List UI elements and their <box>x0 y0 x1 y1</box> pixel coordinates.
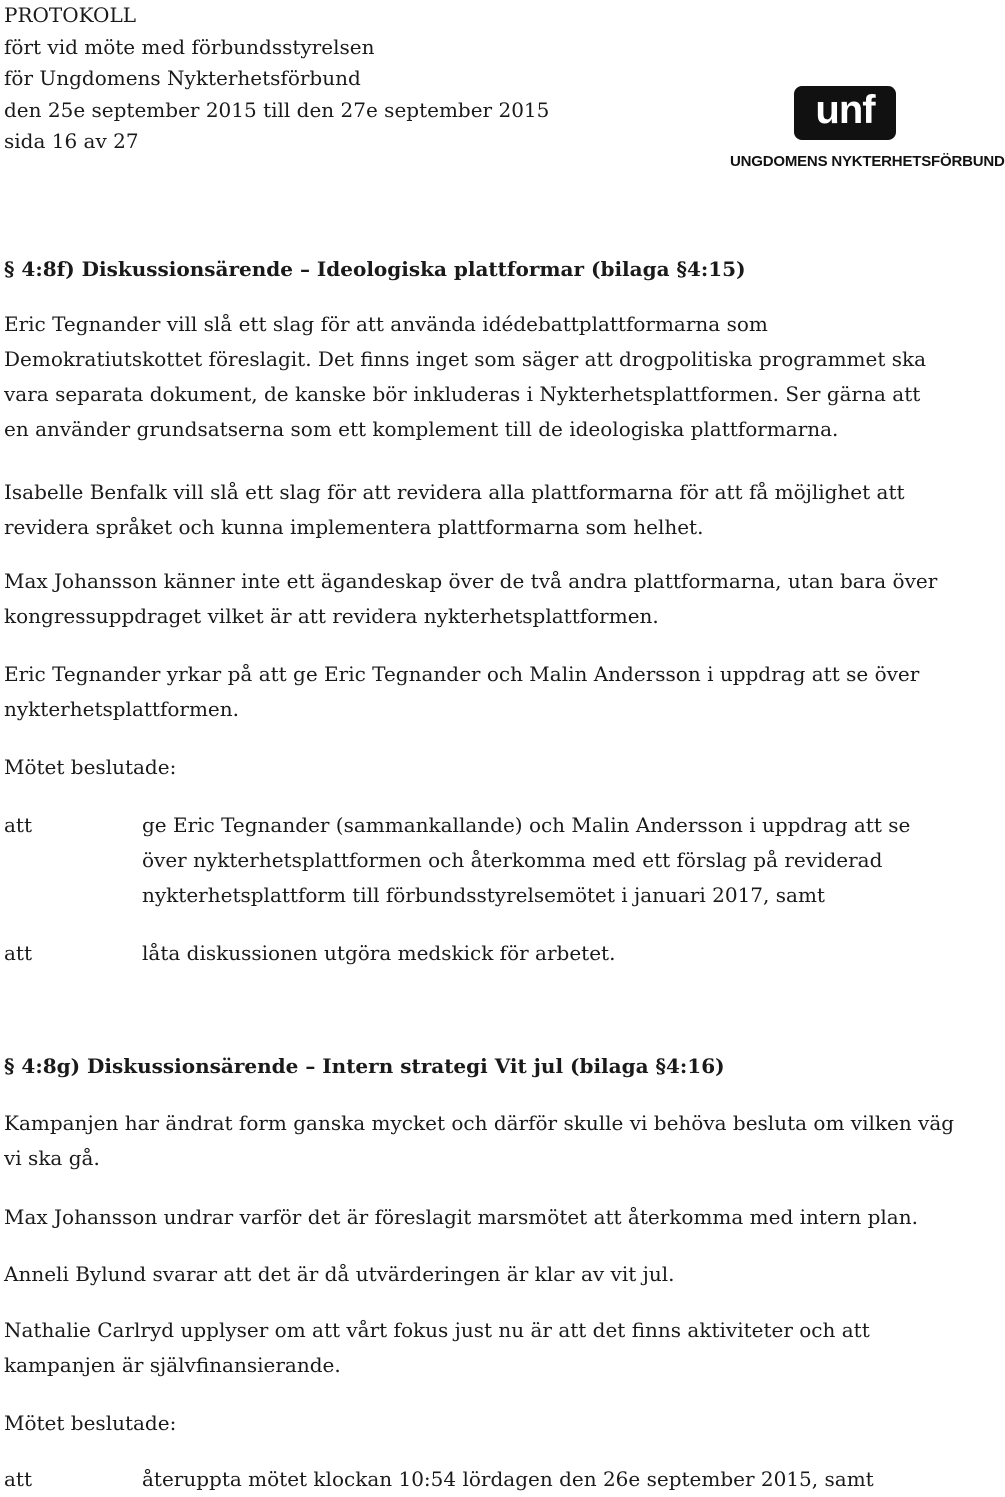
section-heading-4-8f: § 4:8f) Diskussionsärende – Ideologiska plattformar (bilaga §4:15) <box>4 257 746 281</box>
document-type: PROTOKOLL <box>4 3 137 27</box>
att-marker: att <box>4 1467 32 1491</box>
att-marker: att <box>4 813 32 837</box>
decision-text: låta diskussionen utgöra medskick för arbetet. <box>142 941 616 965</box>
section-heading-4-8g: § 4:8g) Diskussionsärende – Intern strategi Vit jul (bilaga §4:16) <box>4 1054 725 1078</box>
unf-logo-name: UNGDOMENS NYKTERHETSFÖRBUND <box>730 153 1005 170</box>
paragraph: Eric Tegnander yrkar på att ge Eric Tegnander och Malin Andersson i uppdrag att se över nykterhetsplattformen. <box>4 662 920 721</box>
meeting-description: fört vid möte med förbundsstyrelsen <box>4 34 375 59</box>
decision-label: Mötet beslutade: <box>4 1411 177 1435</box>
paragraph: Max Johansson känner inte ett ägandeskap över de två andra plattformarna, utan bara över kongressuppdraget vilket är att revidera nykterhetsplattformen. <box>4 569 938 628</box>
page-number: sida 16 av 27 <box>4 129 139 153</box>
att-marker: att <box>4 941 32 965</box>
paragraph: Eric Tegnander vill slå ett slag för att använda idédebattplattformarna som Demokratiutskottet föreslagit. Det finns inget som säger att drogpolitiska programmet ska vara separata dokument, de kanske bör inkluderas i Nykterhetsplattformen. Ser gärna att en använder grundsatserna som ett komplement till de ideologiska plattformarna. <box>4 312 927 441</box>
paragraph: Isabelle Benfalk vill slå ett slag för att revidera alla plattformarna för att få möjlighet att revidera språket och kunna implementera plattformarna som helhet. <box>4 480 905 539</box>
paragraph: Kampanjen har ändrat form ganska mycket och därför skulle vi behöva besluta om vilken väg vi ska gå. <box>4 1111 955 1170</box>
unf-logo-letters: unf <box>815 88 875 132</box>
paragraph: Anneli Bylund svarar att det är då utvärderingen är klar av vit jul. <box>4 1262 675 1286</box>
unf-logo <box>730 86 1005 178</box>
decision-text: återuppta mötet klockan 10:54 lördagen den 26e september 2015, samt <box>142 1467 874 1491</box>
unf-logo-mark <box>794 86 896 140</box>
decision-label: Mötet beslutade: <box>4 755 177 779</box>
meeting-dates: den 25e september 2015 till den 27e september 2015 <box>4 97 550 122</box>
document-header <box>4 0 549 158</box>
decision-text: ge Eric Tegnander (sammankallande) och Malin Andersson i uppdrag att se över nykterhetsplattformen och återkomma med ett förslag på reviderad nykterhetsplattform till förbundsstyrelsemötet i januari 2017, samt <box>142 813 911 907</box>
paragraph: Max Johansson undrar varför det är föreslagit marsmötet att återkomma med intern plan. <box>4 1205 918 1229</box>
paragraph: Nathalie Carlryd upplyser om att vårt fokus just nu är att det finns aktiviteter och att kampanjen är självfinansierande. <box>4 1318 870 1377</box>
organization-name: för Ungdomens Nykterhetsförbund <box>4 66 361 90</box>
